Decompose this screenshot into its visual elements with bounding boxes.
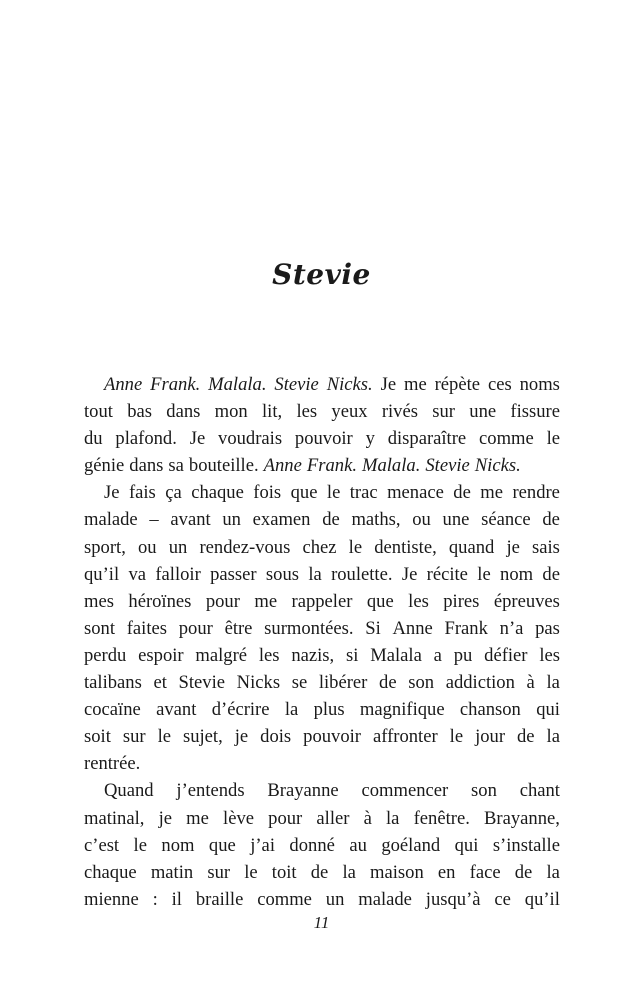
text-line: sport, ou un rendez-vous chez le dentiste, quand je sais bbox=[84, 536, 560, 558]
text-line: génie dans sa bouteille. Anne Frank. Malala. Stevie Nicks. bbox=[84, 455, 521, 477]
text-line: matinal, je me lève pour aller à la fenêtre. Brayanne, bbox=[84, 807, 560, 829]
text-line: chaque matin sur le toit de la maison en face de la bbox=[84, 861, 560, 883]
text-line: c’est le nom que j’ai donné au goéland qui s’installe bbox=[84, 834, 560, 856]
text-line: Quand j’entends Brayanne commencer son chant bbox=[104, 780, 560, 802]
text-line: du plafond. Je voudrais pouvoir y disparaître comme le bbox=[84, 428, 560, 450]
text-line: talibans et Stevie Nicks se libérer de son addiction à la bbox=[84, 672, 560, 694]
text-line: tout bas dans mon lit, les yeux rivés sur une fissure bbox=[84, 401, 560, 423]
text-line: Je fais ça chaque fois que le trac menace de me rendre bbox=[104, 482, 560, 504]
chapter-title: Stevie bbox=[272, 258, 371, 291]
text-line: mienne : il braille comme un malade jusqu’à ce qu’il bbox=[84, 888, 560, 910]
text-line: soit sur le sujet, je dois pouvoir affronter le jour de la bbox=[84, 726, 560, 748]
text-line: sont faites pour être surmontées. Si Anne Frank n’a pas bbox=[84, 617, 560, 639]
text-line: rentrée. bbox=[84, 753, 141, 775]
text-line: qu’il va falloir passer sous la roulette. Je récite le nom de bbox=[84, 563, 560, 585]
text-line: malade – avant un examen de maths, ou une séance de bbox=[84, 509, 560, 531]
body-text bbox=[84, 371, 560, 913]
page-number: 11 bbox=[313, 913, 330, 932]
text-line: perdu espoir malgré les nazis, si Malala a pu défier les bbox=[84, 644, 560, 666]
text-line: Anne Frank. Malala. Stevie Nicks. Je me répète ces noms bbox=[104, 374, 560, 395]
text-line: mes héroïnes pour me rappeler que les pires épreuves bbox=[84, 590, 560, 612]
text-line: cocaïne avant d’écrire la plus magnifique chanson qui bbox=[84, 699, 560, 721]
